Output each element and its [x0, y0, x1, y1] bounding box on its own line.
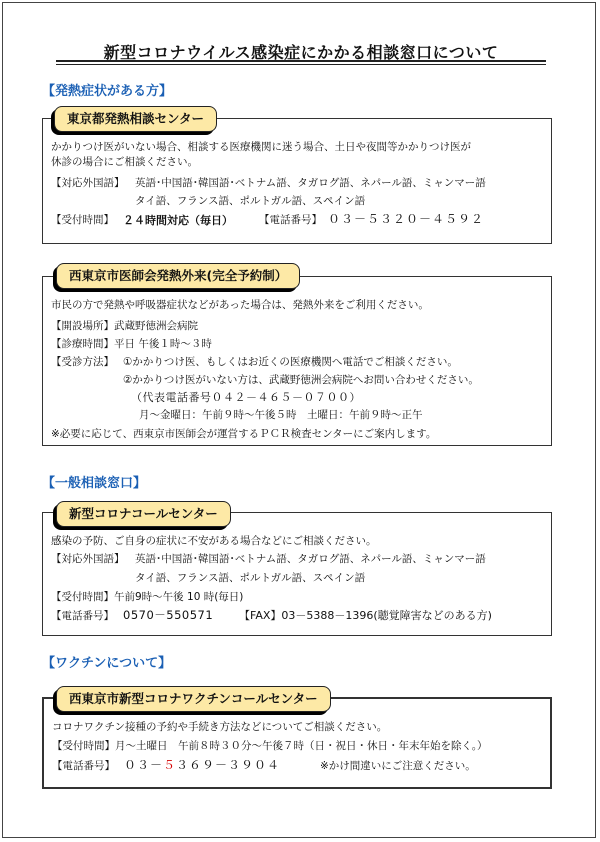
vaccine-phone-highlight: ５ — [163, 758, 177, 772]
tokyo-hours: ２４時間対応（毎日） — [123, 214, 233, 227]
box-nishitokyo-fever-clinic — [42, 276, 552, 446]
tokyo-hours-label: 【受付時間】 — [51, 214, 114, 226]
vaccine-phone-note: ※かけ間違いにご注意ください。 — [320, 760, 476, 772]
clinic-method-1: ①かかりつけ医、もしくはお近くの医療機関へ電話でご相談ください。 — [123, 356, 458, 368]
clinic-hours: 【診療時間】平日 午後１時～３時 — [51, 338, 212, 350]
clinic-main-phone: （代表電話番号０４２－４６５－０７００） — [131, 391, 361, 404]
vaccine-desc: コロナワクチン接種の予約や手続き方法などについてご相談ください。 — [52, 721, 388, 733]
tokyo-lang-2: タイ語、フランス語、ポルトガル語、スペイン語 — [135, 195, 366, 207]
tab-vaccine-call-center: 西東京市新型コロナワクチンコールセンター — [56, 686, 331, 712]
tokyo-lang-label: 【対応外国語】 — [51, 177, 125, 189]
tab-corona-call-center: 新型コロナコールセンター — [56, 501, 231, 527]
call-phone: 0570－550571 — [123, 608, 214, 622]
vaccine-phone-part-1: ０３－ — [124, 758, 164, 772]
heading-general: 【一般相談窓口】 — [42, 476, 147, 491]
clinic-method-label: 【受診方法】 — [51, 356, 114, 368]
heading-fever: 【発熱症状がある方】 — [42, 84, 173, 99]
vaccine-phone-part-2: ３６９－３９０４ — [176, 758, 281, 772]
vaccine-phone — [124, 758, 280, 773]
tokyo-desc-2: 休診の場合にご相談ください。 — [51, 156, 198, 168]
clinic-place: 【開設場所】武蔵野徳洲会病院 — [51, 320, 198, 332]
call-desc: 感染の予防、ご自身の症状に不安がある場合などにご相談ください。 — [51, 535, 377, 547]
box-tokyo-fever-center — [42, 118, 552, 244]
title-underline — [56, 60, 546, 62]
box-corona-call-center — [42, 512, 552, 636]
call-lang-label: 【対応外国語】 — [51, 553, 125, 565]
call-lang-2: タイ語、フランス語、ポルトガル語、スペイン語 — [135, 572, 366, 584]
call-lang-1: 英語･中国語･韓国語･ベトナム語、タガログ語、ネパール語、ミャンマー語 — [135, 553, 486, 565]
clinic-schedule: 月～金曜日：午前９時～午後５時 土曜日：午前９時～正午 — [139, 409, 423, 421]
clinic-desc: 市民の方で発熱や呼吸器症状などがあった場合は、発熱外来をご利用ください。 — [51, 299, 429, 311]
title-underline-thin — [56, 64, 546, 65]
tokyo-phone: ０３－５３２０－４５９２ — [328, 212, 485, 226]
call-phone-label: 【電話番号】 — [51, 610, 114, 622]
clinic-method-2: ②かかりつけ医がいない方は、武蔵野徳洲会病院へお問い合わせください。 — [123, 374, 479, 386]
call-fax: 【FAX】03－5388－1396(聴覚障害などのある方) — [239, 609, 492, 622]
heading-vaccine: 【ワクチンについて】 — [42, 656, 172, 671]
tokyo-phone-label: 【電話番号】 — [259, 214, 322, 226]
vaccine-phone-label: 【電話番号】 — [52, 760, 115, 772]
clinic-note: ※必要に応じて、西東京市医師会が運営するＰＣＲ検査センターにご案内します。 — [51, 428, 437, 440]
page-title: 新型コロナウイルス感染症にかかる相談窓口について — [103, 43, 499, 62]
tab-tokyo-fever-center: 東京都発熱相談センター — [54, 106, 217, 132]
vaccine-hours: 【受付時間】月～土曜日 午前８時３０分～午後７時（日・祝日・休日・年末年始を除く。） — [52, 740, 488, 752]
call-hours: 【受付時間】午前9時～午後 10 時(毎日) — [51, 591, 244, 603]
tokyo-lang-1: 英語･中国語･韓国語･ベトナム語、タガログ語、ネパール語、ミャンマー語 — [135, 177, 486, 189]
tab-nishitokyo-fever-clinic: 西東京市医師会発熱外来(完全予約制） — [56, 263, 300, 289]
tokyo-desc-1: かかりつけ医がいない場合、相談する医療機関に迷う場合、土日や夜間等かかりつけ医が — [51, 141, 471, 153]
